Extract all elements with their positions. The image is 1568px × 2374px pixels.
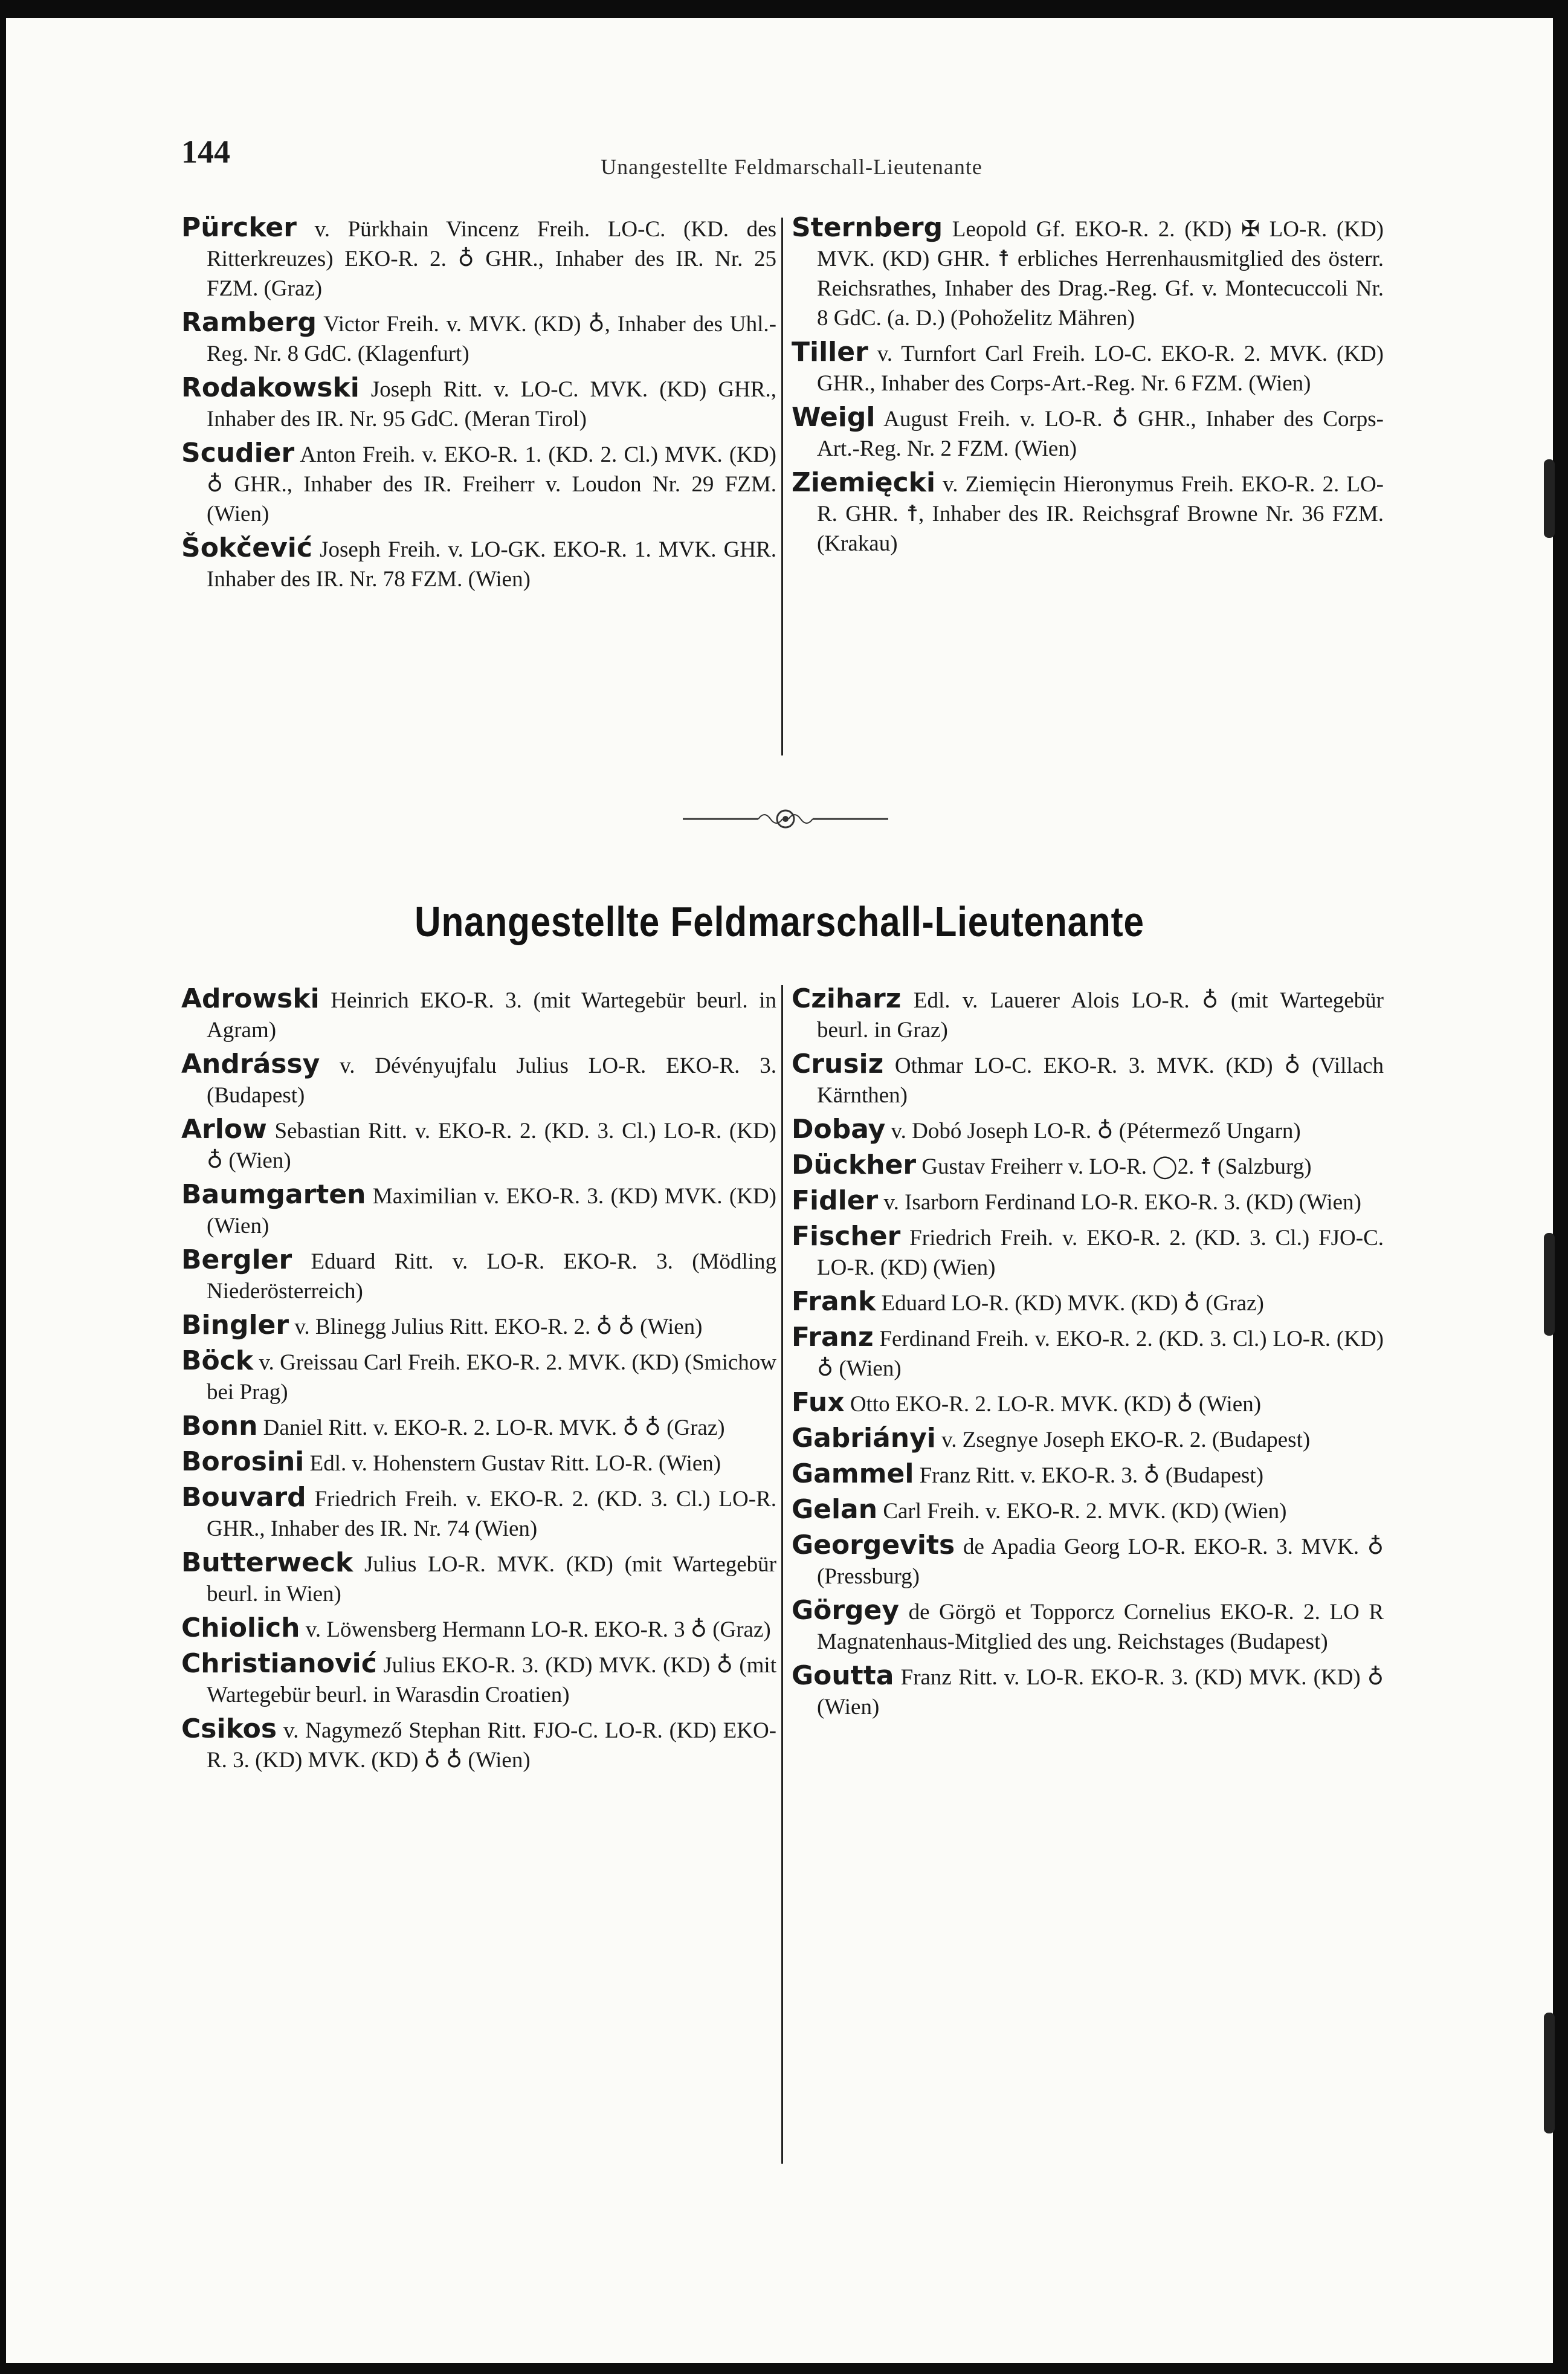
entry-name: Csikos bbox=[181, 1713, 277, 1744]
entry-name: Rodakowski bbox=[181, 372, 360, 403]
entry-details: v. Dévényujfalu Julius LO-R. EKO-R. 3. (Budapest) bbox=[207, 1053, 776, 1108]
list-item bbox=[181, 1310, 776, 1342]
entry-details: v. Isarborn Ferdinand LO-R. EKO-R. 3. (KD) (Wien) bbox=[878, 1190, 1361, 1215]
list-item bbox=[181, 984, 776, 1045]
entry-details: v. Nagymező Stephan Ritt. FJO-C. LO-R. (KD) EKO-R. 3. (KD) MVK. (KD) ♁ ♁ (Wien) bbox=[207, 1718, 776, 1773]
entry-name: Bonn bbox=[181, 1411, 258, 1441]
entry-details: v. Pürkhain Vincenz Freih. LO-C. (KD. des Ritterkreuzes) EKO-R. 2. ♁ GHR., Inhaber des IR. Nr. 25 FZM. (Graz) bbox=[207, 217, 776, 301]
entry-name: Pürcker bbox=[181, 212, 297, 243]
entry-details: Sebastian Ritt. v. EKO-R. 2. (KD. 3. Cl.) LO-R. (KD) ♁ (Wien) bbox=[207, 1119, 776, 1173]
top-right-column bbox=[792, 213, 1384, 563]
entry-details: Carl Freih. v. EKO-R. 2. MVK. (KD) (Wien) bbox=[877, 1499, 1287, 1524]
entry-name: Fidler bbox=[792, 1185, 879, 1216]
entry-name: Bergler bbox=[181, 1244, 292, 1275]
entry-details: Gustav Freiherr v. LO-R. ◯2. ☨ (Salzburg) bbox=[916, 1154, 1312, 1179]
list-item bbox=[792, 1049, 1384, 1110]
entry-name: Baumgarten bbox=[181, 1179, 366, 1210]
list-item bbox=[792, 1322, 1384, 1383]
entry-name: Ramberg bbox=[181, 307, 317, 338]
list-item bbox=[792, 1495, 1384, 1526]
entry-details: de Apadia Georg LO-R. EKO-R. 3. MVK. ♁ (Pressburg) bbox=[817, 1535, 1384, 1589]
entry-details: v. Dobó Joseph LO-R. ♁ (Pétermező Ungarn) bbox=[885, 1119, 1301, 1143]
entry-details: Edl. v. Lauerer Alois LO-R. ♁ (mit Wartegebür beurl. in Graz) bbox=[817, 988, 1384, 1043]
entry-details: Joseph Freih. v. LO-GK. EKO-R. 1. MVK. GHR. Inhaber des IR. Nr. 78 FZM. (Wien) bbox=[207, 537, 776, 592]
entry-details: Anton Freih. v. EKO-R. 1. (KD. 2. Cl.) MVK. (KD) ♁ GHR., Inhaber des IR. Freiherr v. Loudon Nr. 29 FZM. (Wien) bbox=[207, 442, 776, 526]
list-item bbox=[792, 1150, 1384, 1182]
top-left-column bbox=[181, 213, 776, 598]
entry-name: Andrássy bbox=[181, 1049, 320, 1079]
entry-name: Gabriányi bbox=[792, 1423, 936, 1454]
entry-details: Franz Ritt. v. LO-R. EKO-R. 3. (KD) MVK. (KD) ♁ (Wien) bbox=[817, 1665, 1384, 1719]
entry-details: Eduard LO-R. (KD) MVK. (KD) ♁ (Graz) bbox=[876, 1291, 1264, 1316]
entry-details: Daniel Ritt. v. EKO-R. 2. LO-R. MVK. ♁ ♁ (Graz) bbox=[257, 1415, 725, 1440]
list-item bbox=[181, 1049, 776, 1110]
list-item bbox=[181, 1245, 776, 1306]
entry-details: Heinrich EKO-R. 3. (mit Wartegebür beurl. in Agram) bbox=[207, 988, 776, 1043]
entry-name: Dückher bbox=[792, 1150, 917, 1180]
list-item bbox=[181, 373, 776, 434]
entry-name: Gelan bbox=[792, 1494, 878, 1525]
entry-details: Franz Ritt. v. EKO-R. 3. ♁ (Budapest) bbox=[914, 1463, 1264, 1488]
entry-name: Frank bbox=[792, 1286, 876, 1317]
column-rule-top bbox=[781, 218, 783, 755]
entry-details: v. Blinegg Julius Ritt. EKO-R. 2. ♁ ♁ (Wien) bbox=[289, 1315, 703, 1339]
entry-details: de Görgö et Topporcz Cornelius EKO-R. 2. LO R Magnatenhaus-Mitglied des ung. Reichstages (Budapest) bbox=[817, 1600, 1384, 1654]
entry-name: Borosini bbox=[181, 1446, 305, 1477]
entry-name: Adrowski bbox=[181, 983, 320, 1014]
entry-name: Dobay bbox=[792, 1114, 886, 1145]
entry-name: Bouvard bbox=[181, 1482, 306, 1513]
entry-details: v. Turnfort Carl Freih. LO-C. EKO-R. 2. MVK. (KD) GHR., Inhaber des Corps-Art.-Reg. Nr. 6 FZM. (Wien) bbox=[817, 341, 1384, 396]
entry-name: Weigl bbox=[792, 402, 876, 433]
entry-name: Ziemięcki bbox=[792, 467, 936, 498]
list-item bbox=[792, 1287, 1384, 1318]
list-item bbox=[792, 468, 1384, 558]
entry-details: Otto EKO-R. 2. LO-R. MVK. (KD) ♁ (Wien) bbox=[844, 1392, 1262, 1417]
list-item bbox=[792, 213, 1384, 333]
entry-name: Crusiz bbox=[792, 1049, 884, 1079]
entry-name: Bingler bbox=[181, 1310, 289, 1341]
entry-name: Fischer bbox=[792, 1221, 901, 1252]
list-item bbox=[181, 308, 776, 369]
list-item bbox=[181, 1447, 776, 1478]
section-title: Unangestellte Feldmarschall-Lieutenante bbox=[415, 898, 1144, 945]
list-item bbox=[181, 438, 776, 529]
binding-clip-icon bbox=[1544, 459, 1555, 538]
list-item bbox=[181, 1613, 776, 1645]
entry-details: Friedrich Freih. v. EKO-R. 2. (KD. 3. Cl.) FJO-C. LO-R. (KD) (Wien) bbox=[817, 1226, 1384, 1280]
entry-name: Franz bbox=[792, 1322, 874, 1353]
list-item bbox=[792, 337, 1384, 398]
bottom-right-column bbox=[792, 984, 1384, 1726]
list-item bbox=[792, 984, 1384, 1045]
list-item bbox=[792, 1114, 1384, 1146]
list-item bbox=[181, 1714, 776, 1775]
entry-details: Maximilian v. EKO-R. 3. (KD) MVK. (KD) (Wien) bbox=[207, 1184, 776, 1238]
entry-details: Othmar LO-C. EKO-R. 3. MVK. (KD) ♁ (Villach Kärnthen) bbox=[817, 1053, 1384, 1108]
entry-details: Eduard Ritt. v. LO-R. EKO-R. 3. (Mödling Niederösterreich) bbox=[207, 1249, 776, 1304]
scanned-page bbox=[6, 18, 1553, 2363]
entry-name: Cziharz bbox=[792, 983, 902, 1014]
list-item bbox=[181, 533, 776, 594]
entry-name: Böck bbox=[181, 1345, 254, 1376]
entry-details: Joseph Ritt. v. LO-C. MVK. (KD) GHR., Inhaber des IR. Nr. 95 GdC. (Meran Tirol) bbox=[207, 377, 776, 432]
list-item bbox=[181, 1483, 776, 1544]
entry-name: Šokčević bbox=[181, 532, 312, 563]
entry-details: Ferdinand Freih. v. EKO-R. 2. (KD. 3. Cl.) LO-R. (KD) ♁ (Wien) bbox=[817, 1327, 1384, 1381]
column-rule-bottom bbox=[781, 985, 783, 2164]
entry-name: Arlow bbox=[181, 1114, 267, 1145]
entry-name: Chiolich bbox=[181, 1612, 300, 1643]
entry-details: Leopold Gf. EKO-R. 2. (KD) ✠ LO-R. (KD) MVK. (KD) GHR. ☨ erbliches Herrenhausmitglied des österr. Reichsrathes, Inhaber des Drag.-Reg. Gf. v. Montecuccoli Nr. 8 GdC. (a. D.) (Pohoželitz Mähren) bbox=[817, 217, 1384, 331]
divider-ornament-icon bbox=[683, 807, 888, 831]
list-item bbox=[792, 1221, 1384, 1282]
entry-name: Scudier bbox=[181, 438, 295, 468]
entry-details: Friedrich Freih. v. EKO-R. 2. (KD. 3. Cl.) LO-R. GHR., Inhaber des IR. Nr. 74 (Wien) bbox=[207, 1487, 776, 1541]
entry-name: Gammel bbox=[792, 1458, 914, 1489]
entry-details: Julius EKO-R. 3. (KD) MVK. (KD) ♁ (mit Wartegebür beurl. in Warasdin Croatien) bbox=[207, 1653, 776, 1707]
binding-clip-icon bbox=[1544, 2013, 1555, 2133]
list-item bbox=[181, 1114, 776, 1176]
list-item bbox=[792, 1186, 1384, 1217]
entry-details: v. Greissau Carl Freih. EKO-R. 2. MVK. (KD) (Smichow bei Prag) bbox=[207, 1350, 776, 1405]
list-item bbox=[181, 1548, 776, 1609]
entry-details: v. Löwensberg Hermann LO-R. EKO-R. 3 ♁ (Graz) bbox=[300, 1617, 771, 1642]
entry-details: v. Zsegnye Joseph EKO-R. 2. (Budapest) bbox=[935, 1428, 1311, 1452]
entry-name: Goutta bbox=[792, 1660, 894, 1691]
binding-clip-icon bbox=[1544, 1233, 1555, 1336]
entry-name: Sternberg bbox=[792, 212, 943, 243]
list-item bbox=[792, 403, 1384, 464]
running-header: Unangestellte Feldmarschall-Lieutenante bbox=[601, 155, 982, 179]
entry-name: Görgey bbox=[792, 1595, 900, 1626]
list-item bbox=[792, 1596, 1384, 1657]
page-number: 144 bbox=[181, 134, 230, 170]
entry-name: Christianović bbox=[181, 1648, 377, 1679]
list-item bbox=[792, 1388, 1384, 1419]
list-item bbox=[181, 213, 776, 303]
list-item bbox=[792, 1423, 1384, 1455]
entry-details: Edl. v. Hohenstern Gustav Ritt. LO-R. (Wien) bbox=[304, 1451, 721, 1476]
entry-details: August Freih. v. LO-R. ♁ GHR., Inhaber des Corps-Art.-Reg. Nr. 2 FZM. (Wien) bbox=[817, 407, 1384, 461]
list-item bbox=[181, 1180, 776, 1241]
entry-name: Tiller bbox=[792, 337, 868, 367]
list-item bbox=[792, 1530, 1384, 1591]
entry-name: Georgevits bbox=[792, 1530, 955, 1561]
list-item bbox=[181, 1649, 776, 1710]
list-item bbox=[792, 1459, 1384, 1490]
bottom-left-column bbox=[181, 984, 776, 1779]
entry-details: Julius LO-R. MVK. (KD) (mit Wartegebür beurl. in Wien) bbox=[207, 1552, 776, 1606]
list-item bbox=[792, 1661, 1384, 1722]
entry-details: Victor Freih. v. MVK. (KD) ♁, Inhaber des Uhl.-Reg. Nr. 8 GdC. (Klagenfurt) bbox=[207, 312, 776, 366]
list-item bbox=[181, 1346, 776, 1407]
entry-name: Butterweck bbox=[181, 1547, 353, 1578]
entry-details: v. Ziemięcin Hieronymus Freih. EKO-R. 2. LO-R. GHR. ☨, Inhaber des IR. Reichsgraf Browne Nr. 36 FZM. (Krakau) bbox=[817, 472, 1384, 556]
entry-name: Fux bbox=[792, 1387, 845, 1418]
list-item bbox=[181, 1411, 776, 1443]
